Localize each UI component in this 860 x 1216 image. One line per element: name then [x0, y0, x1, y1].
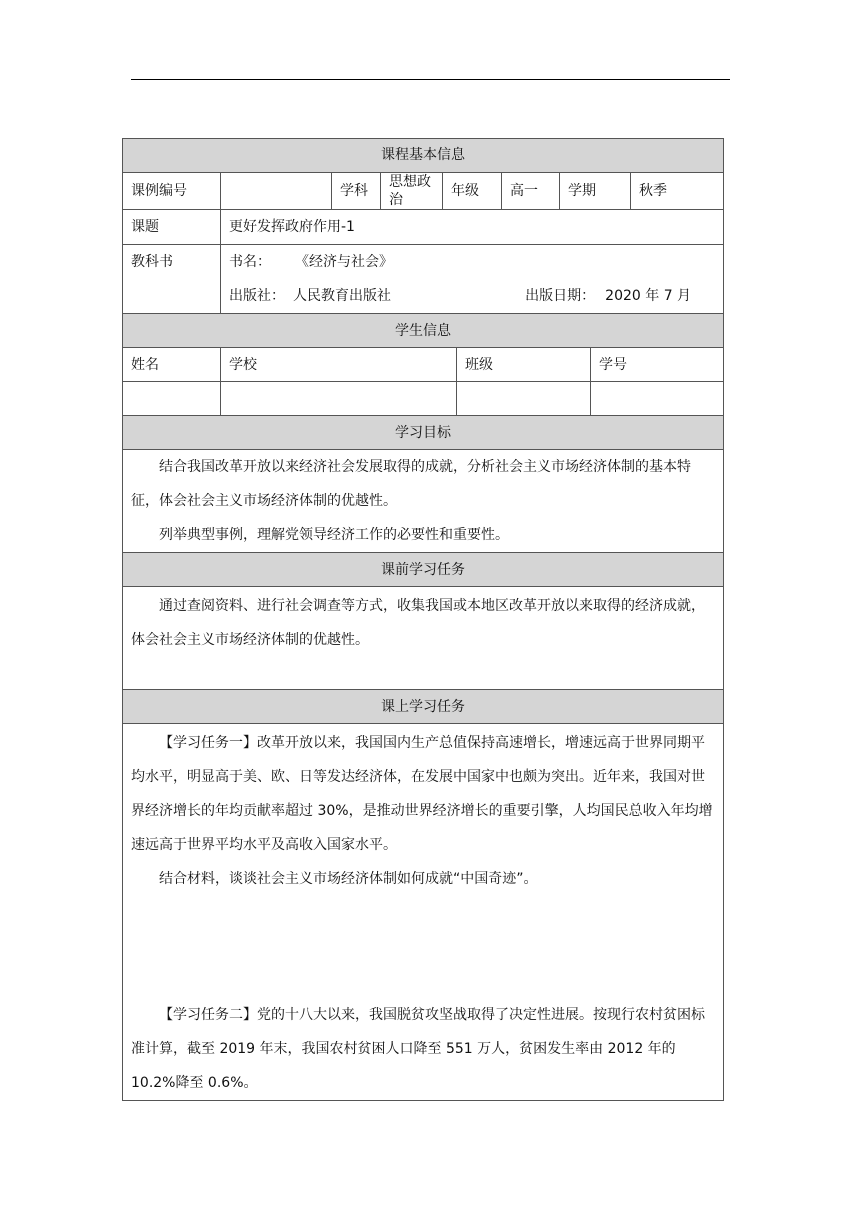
course-form-table — [122, 138, 724, 1101]
pre-class-task: 通过查阅资料、进行社会调查等方式，收集我国或本地区改革开放以来取得的经济成就，体会社会主义市场经济体制的优越性。 — [131, 598, 705, 649]
student-name-field[interactable] — [123, 382, 221, 416]
task-one-text: 【学习任务一】改革开放以来，我国国内生产总值保持高速增长，增速远高于世界同期平均水平，明显高于美、欧、日等发达经济体，在发展中国家中也颇为突出。近年来，我国对世界经济增长的年均贡献率超过 30%，是推动世界经济增长的重要引擎，人均国民总收入年均增速远高于世界平均水平及高收入国家水平。 — [131, 735, 713, 854]
term-label: 学期 — [560, 173, 631, 210]
objective-item: 列举典型事例，理解党领导经济工作的必要性和重要性。 — [159, 527, 509, 544]
student-class-label: 班级 — [457, 348, 591, 382]
grade-label: 年级 — [443, 173, 502, 210]
publisher-value: 人民教育出版社 — [293, 288, 391, 305]
student-school-label: 学校 — [221, 348, 457, 382]
subject-label: 学科 — [332, 173, 381, 210]
pub-date-label: 出版日期： — [525, 288, 596, 305]
textbook-label: 教科书 — [123, 245, 221, 314]
student-class-field[interactable] — [457, 382, 591, 416]
student-info-header: 学生信息 — [123, 314, 724, 348]
topic-label: 课题 — [123, 210, 221, 245]
task-one-question: 结合材料，谈谈社会主义市场经济体制如何成就“中国奇迹”。 — [159, 871, 538, 888]
pub-date-value: 2020 年 7 月 — [605, 288, 692, 305]
publisher-label: 出版社： — [229, 288, 285, 305]
answer-space — [131, 896, 715, 998]
subject-value: 思想政治 — [381, 173, 443, 210]
topic-value: 更好发挥政府作用-1 — [221, 210, 724, 245]
course-info-header: 课程基本信息 — [123, 139, 724, 173]
pre-class-header: 课前学习任务 — [123, 553, 724, 587]
student-id-label: 学号 — [591, 348, 724, 382]
objectives-header: 学习目标 — [123, 416, 724, 450]
objective-item: 结合我国改革开放以来经济社会发展取得的成就，分析社会主义市场经济体制的基本特征，体会社会主义市场经济体制的优越性。 — [131, 459, 691, 510]
student-id-field[interactable] — [591, 382, 724, 416]
student-school-field[interactable] — [221, 382, 457, 416]
book-name-line — [229, 245, 715, 279]
in-class-header: 课上学习任务 — [123, 690, 724, 724]
pre-class-content — [123, 587, 724, 690]
term-value: 秋季 — [631, 173, 724, 210]
grade-value: 高一 — [502, 173, 560, 210]
textbook-details — [221, 245, 724, 314]
case-number-label: 课例编号 — [123, 173, 221, 210]
publisher-line — [229, 279, 715, 313]
case-number-field[interactable] — [221, 173, 332, 210]
in-class-content — [123, 724, 724, 1101]
book-name-value: 《经济与社会》 — [295, 254, 393, 271]
header-rule — [131, 79, 730, 80]
objectives-content — [123, 450, 724, 553]
book-name-label: 书名： — [229, 254, 271, 271]
task-two-text: 【学习任务二】党的十八大以来，我国脱贫攻坚战取得了决定性进展。按现行农村贫困标准计算，截至 2019 年末，我国农村贫困人口降至 551 万人，贫困发生率由 2012 年的 10.2%降至 0.6%。 — [131, 1007, 705, 1092]
student-name-label: 姓名 — [123, 348, 221, 382]
